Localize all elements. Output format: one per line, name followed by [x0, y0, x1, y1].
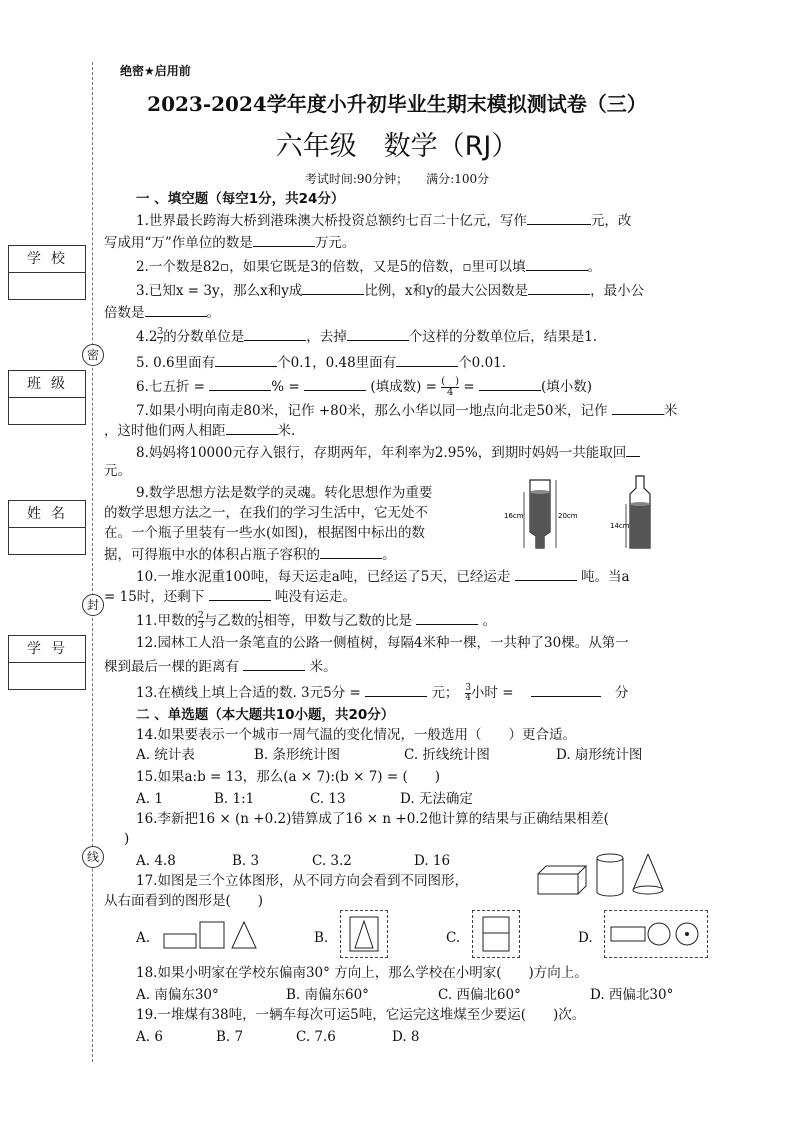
q7-line1: 7.如果小明向南走80米，记作 +80米，那么小华以同一地点向北走50米，记作 米 [136, 400, 677, 420]
q10-blank1[interactable] [515, 566, 577, 581]
q17-option-c-figure[interactable] [472, 910, 520, 958]
q9-line1: 9.数学思想方法是数学的灵魂。转化思想作为重要 [136, 485, 433, 501]
cone-icon [633, 854, 663, 894]
q3-line1: 3.已知x = 3y，那么x和y成 比例，x和y的最大公因数是 ，最小公 [136, 280, 644, 300]
q4: 4.2 $\frac{3}{7}$ 的分数单位是 ，去掉 个这样的分数单位后，结果是1. [136, 327, 598, 347]
q6-blank3[interactable] [479, 376, 541, 391]
school-field [8, 245, 86, 300]
q18-option-c[interactable]: C. 西偏北60° [438, 987, 521, 1003]
q7-blank2[interactable] [226, 420, 278, 435]
q16-option-d[interactable]: D. 16 [414, 853, 451, 869]
cuboid-icon [538, 866, 586, 894]
q2-blank[interactable] [526, 256, 588, 271]
q10-blank2[interactable] [209, 586, 271, 601]
q11: 11.甲数的 $\frac{2}{3}$ 与乙数的 $\frac{1}{5}$ 相等，甲数与乙数的比是 。 [136, 611, 497, 631]
class-label: 班级 [8, 370, 86, 398]
q10-line1: 10.一堆水泥重100吨，每天运走a吨，已经运了5天，已经运走 吨。当a [136, 566, 630, 586]
school-input[interactable] [8, 273, 86, 300]
q6-blank1[interactable] [209, 376, 271, 391]
class-input[interactable] [8, 398, 86, 425]
q15-option-c[interactable]: C. 13 [310, 791, 346, 807]
bottle-inverted [626, 476, 650, 548]
school-label: 学校 [8, 245, 86, 273]
q13-blank2[interactable] [531, 682, 601, 697]
q5-blank2[interactable] [396, 352, 458, 367]
name-label: 姓名 [8, 500, 86, 528]
q6: 6.七五折 = % = (填成数) = $\frac{( )}{4}$ = (填小数) [136, 376, 593, 398]
q18: 18.如果小明家在学校东偏南30° 方向上，那么学校在小明家( )方向上。 [136, 965, 588, 981]
q8-blank[interactable] [626, 442, 640, 457]
student-id-label: 学号 [8, 635, 86, 663]
q3-line2: 倍数是 。 [104, 302, 220, 322]
seal-feng: 封 [82, 594, 104, 616]
q1-blank2[interactable] [253, 232, 315, 247]
q1-line2: 写成用“万”作单位的数是 万元。 [104, 232, 355, 252]
bottle-upright [524, 480, 556, 548]
secret-mark: 绝密★启用前 [120, 64, 191, 78]
q19-option-d[interactable]: D. 8 [392, 1029, 420, 1045]
q18-options [136, 986, 673, 1004]
cylinder-icon [597, 854, 623, 896]
q16-option-b[interactable]: B. 3 [232, 853, 260, 869]
class-field [8, 370, 86, 425]
q16-line2: ) [124, 831, 130, 847]
q9-line2: 的数学思想方法之一，在我们的学习生活中，它无处不 [104, 505, 428, 521]
q19-options [136, 1028, 420, 1046]
student-id-input[interactable] [8, 663, 86, 690]
q14-option-d[interactable]: D. 扇形统计图 [556, 747, 643, 763]
q1-line1: 1.世界最长跨海大桥到港珠澳大桥投资总额约七百二十亿元，写作 元，改 [136, 210, 631, 230]
q13: 13.在横线上填上合适的数. 3元5分 = 元； $\frac{3}{4}$ 小时 = 分 [136, 683, 629, 703]
q17-option-d[interactable]: D. [578, 930, 593, 946]
q19-option-a[interactable]: A. 6 [136, 1029, 163, 1045]
q18-option-a[interactable]: A. 南偏东30° [136, 987, 219, 1003]
exam-info: 考试时间:90分钟； 满分:100分 [304, 172, 490, 186]
student-id-field [8, 635, 86, 690]
q15-option-d[interactable]: D. 无法确定 [400, 791, 473, 807]
q16-option-a[interactable]: A. 4.8 [136, 853, 176, 869]
q17-option-b[interactable]: B. [314, 930, 329, 946]
q14: 14.如果要表示一个城市一周气温的变化情况，一般选用（ ）更合适。 [136, 727, 576, 743]
q19-option-b[interactable]: B. 7 [216, 1029, 244, 1045]
q16-options [136, 852, 450, 870]
name-field [8, 500, 86, 555]
bottle-figure [500, 474, 670, 554]
q3-blank3[interactable] [145, 302, 207, 317]
q17-option-c[interactable]: C. [446, 930, 461, 946]
exam-subtitle: 六年级 数学（RJ） [275, 131, 519, 162]
q12-line2: 棵到最后一棵的距离有 米。 [104, 656, 337, 676]
seal-xian: 线 [82, 846, 104, 868]
bottle-height-14: 14cm [610, 522, 630, 530]
bottle-height-20: 20cm [558, 512, 578, 520]
bottle-height-16: 16cm [504, 512, 524, 520]
q17-solids-figure [536, 852, 676, 898]
q14-option-b[interactable]: B. 条形统计图 [254, 747, 341, 763]
q1-blank1[interactable] [527, 210, 591, 225]
q6-blank2[interactable] [304, 376, 366, 391]
q15: 15.如果a:b = 13，那么(a × 7):(b × 7) = ( ) [136, 769, 440, 785]
q14-option-a[interactable]: A. 统计表 [136, 747, 195, 763]
q4-blank2[interactable] [347, 326, 409, 341]
q17-line1: 17.如图是三个立体图形，从不同方向会看到不同图形， [136, 873, 468, 889]
q10-line2: = 15时，还剩下 吨没有运走。 [104, 586, 356, 606]
q19: 19.一堆煤有38吨，一辆车每次可运5吨，它运完这堆煤至少要运( )次。 [136, 1007, 586, 1023]
section-single-choice: 二 、单选题（本大题共10小题，共20分） [136, 707, 395, 723]
q12-line1: 12.园林工人沿一条笔直的公路一侧植树，每隔4米种一棵，一共种了30棵。从第一 [136, 635, 629, 651]
q2: 2.一个数是82▫，如果它既是3的倍数，又是5的倍数，▫里可以填 。 [136, 256, 601, 276]
q17-option-a-figure[interactable] [160, 916, 264, 956]
q5-blank1[interactable] [215, 352, 277, 367]
q3-blank2[interactable] [528, 280, 590, 295]
q17-line2: 从右面看到的图形是( ) [104, 893, 264, 909]
seal-mi: 密 [82, 344, 104, 366]
q8-line1: 8.妈妈将10000元存入银行，存期两年，年利率为2.95%，到期时妈妈一共能取回 [136, 442, 640, 462]
q4-blank1[interactable] [244, 326, 306, 341]
q17-option-b-figure[interactable] [340, 910, 388, 958]
q9-blank[interactable] [320, 544, 382, 559]
q18-option-b[interactable]: B. 南偏东60° [286, 987, 369, 1003]
q9-line4: 据，可得瓶中水的体积占瓶子容积的 。 [104, 544, 396, 564]
q13-blank1[interactable] [365, 682, 427, 697]
q16-line1: 16.李新把16 × (n +0.2)错算成了16 × n +0.2他计算的结果与正确结果相差( [136, 811, 609, 827]
binding-line [92, 62, 93, 1062]
q16-option-c[interactable]: C. 3.2 [312, 853, 352, 869]
exam-title: 2023-2024学年度小升初毕业生期末模拟测试卷（三） [147, 92, 647, 116]
q17-option-a[interactable]: A. [136, 930, 151, 946]
section-fill-blank: 一 、填空题（每空1分，共24分） [136, 191, 345, 207]
q7-line2: ，这时他们两人相距 米. [104, 420, 295, 440]
q17-option-d-figure[interactable] [604, 910, 708, 958]
q18-option-d[interactable]: D. 西偏北30° [590, 987, 674, 1003]
q15-option-a[interactable]: A. 1 [136, 791, 163, 807]
q5: 5. 0.6里面有 个0.1，0.48里面有 个0.01. [136, 352, 506, 372]
q15-option-b[interactable]: B. 1:1 [214, 791, 255, 807]
q14-options [136, 746, 642, 764]
q19-option-c[interactable]: C. 7.6 [296, 1029, 336, 1045]
q11-blank[interactable] [416, 610, 478, 625]
q9-line3: 在。一个瓶子里装有一些水(如图)，根据图中标出的数 [104, 525, 426, 541]
q8-line2: 元。 [104, 463, 131, 479]
q7-blank1[interactable] [612, 400, 664, 415]
q12-blank[interactable] [243, 656, 305, 671]
q14-option-c[interactable]: C. 折线统计图 [404, 747, 490, 763]
name-input[interactable] [8, 528, 86, 555]
q3-blank1[interactable] [302, 280, 364, 295]
q15-options [136, 790, 473, 808]
